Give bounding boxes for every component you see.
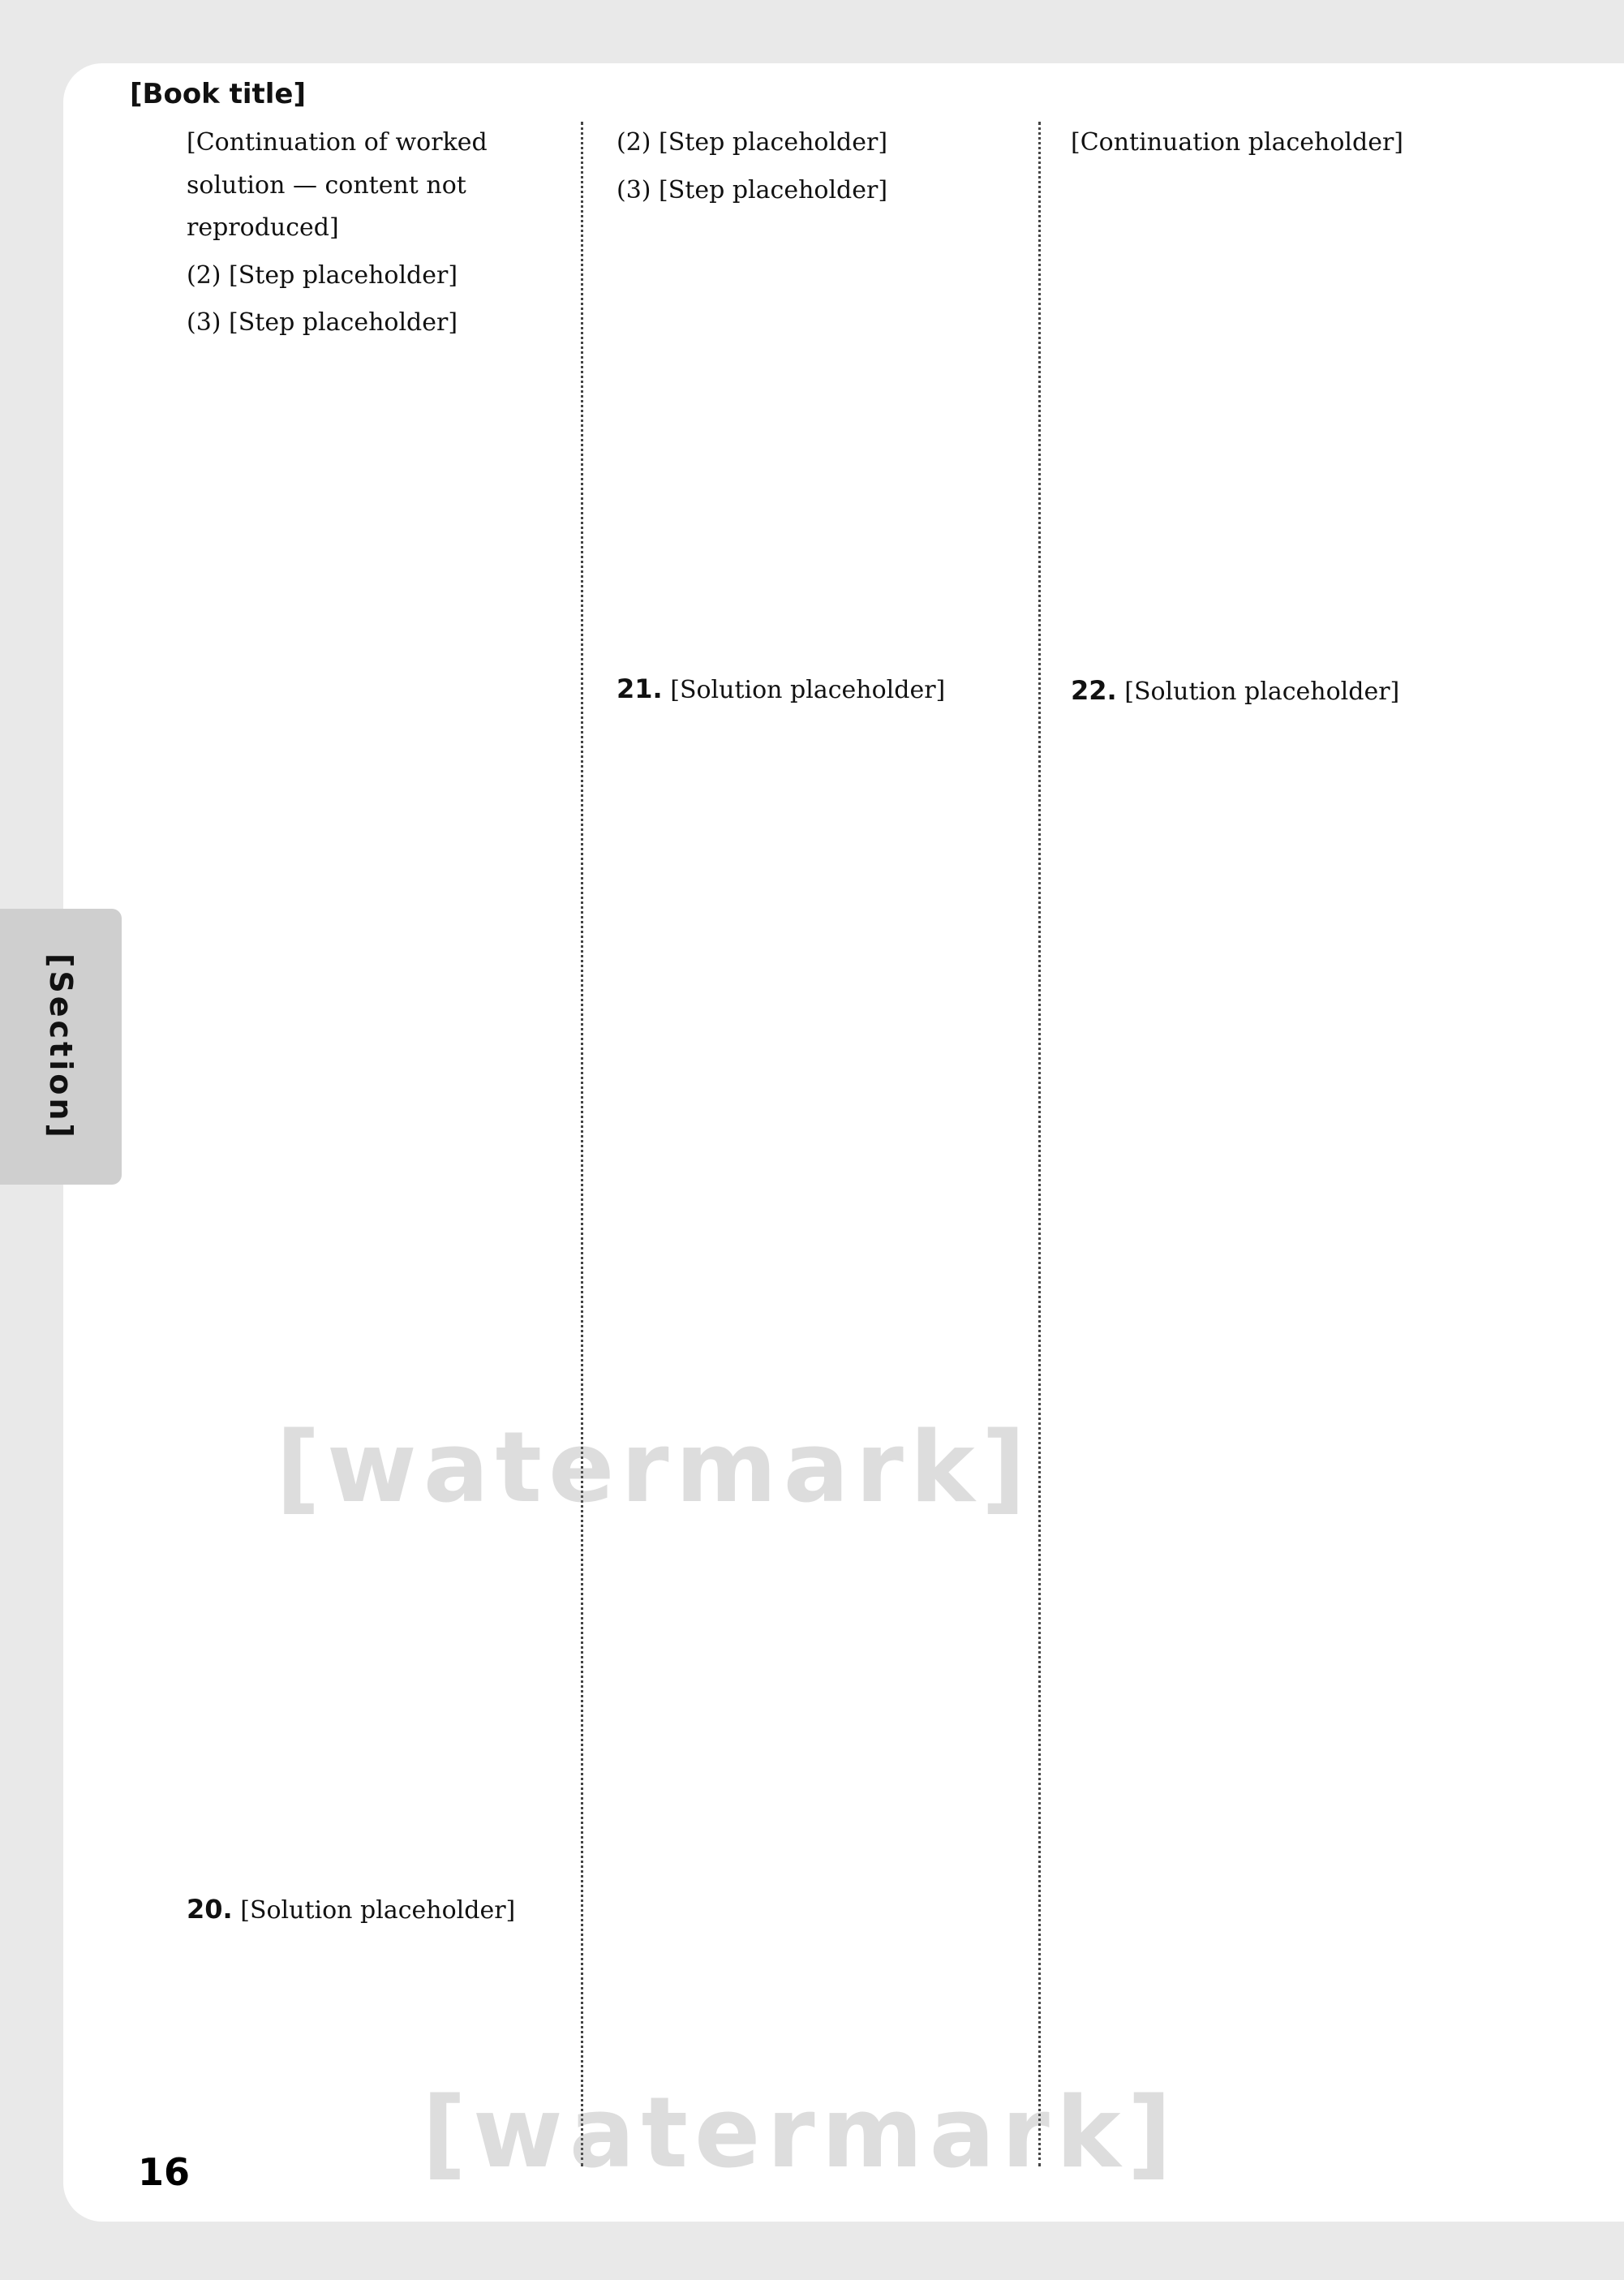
page-header: [Book title] — [130, 78, 307, 110]
watermark: [watermark] — [422, 2077, 1179, 2190]
section-side-tab — [0, 909, 122, 1185]
column-2 — [617, 122, 1022, 717]
question-lead: [Solution placeholder] — [240, 1895, 516, 1925]
section-side-tab-label: [Section] — [43, 953, 79, 1141]
column-divider — [1038, 122, 1041, 2166]
column-1 — [187, 122, 592, 1937]
question-lead: [Solution placeholder] — [670, 676, 946, 704]
page-number: 16 — [138, 2150, 191, 2194]
paragraph: [Continuation placeholder] — [1071, 128, 1404, 157]
paragraph: (3) [Step placeholder] — [617, 175, 888, 204]
question-number: 20. — [187, 1893, 233, 1925]
watermark: [watermark] — [276, 1412, 1033, 1525]
paragraph: (3) [Step placeholder] — [187, 308, 458, 337]
question-number: 21. — [617, 673, 663, 704]
paragraph: [Continuation of worked solution — content not reproduced] — [187, 128, 488, 242]
paragraph: (2) [Step placeholder] — [187, 260, 458, 290]
column-3 — [1071, 122, 1476, 718]
paragraph: (2) [Step placeholder] — [617, 128, 888, 157]
question-lead: [Solution placeholder] — [1124, 677, 1400, 706]
question-number: 22. — [1071, 674, 1117, 706]
column-divider — [581, 122, 583, 2166]
